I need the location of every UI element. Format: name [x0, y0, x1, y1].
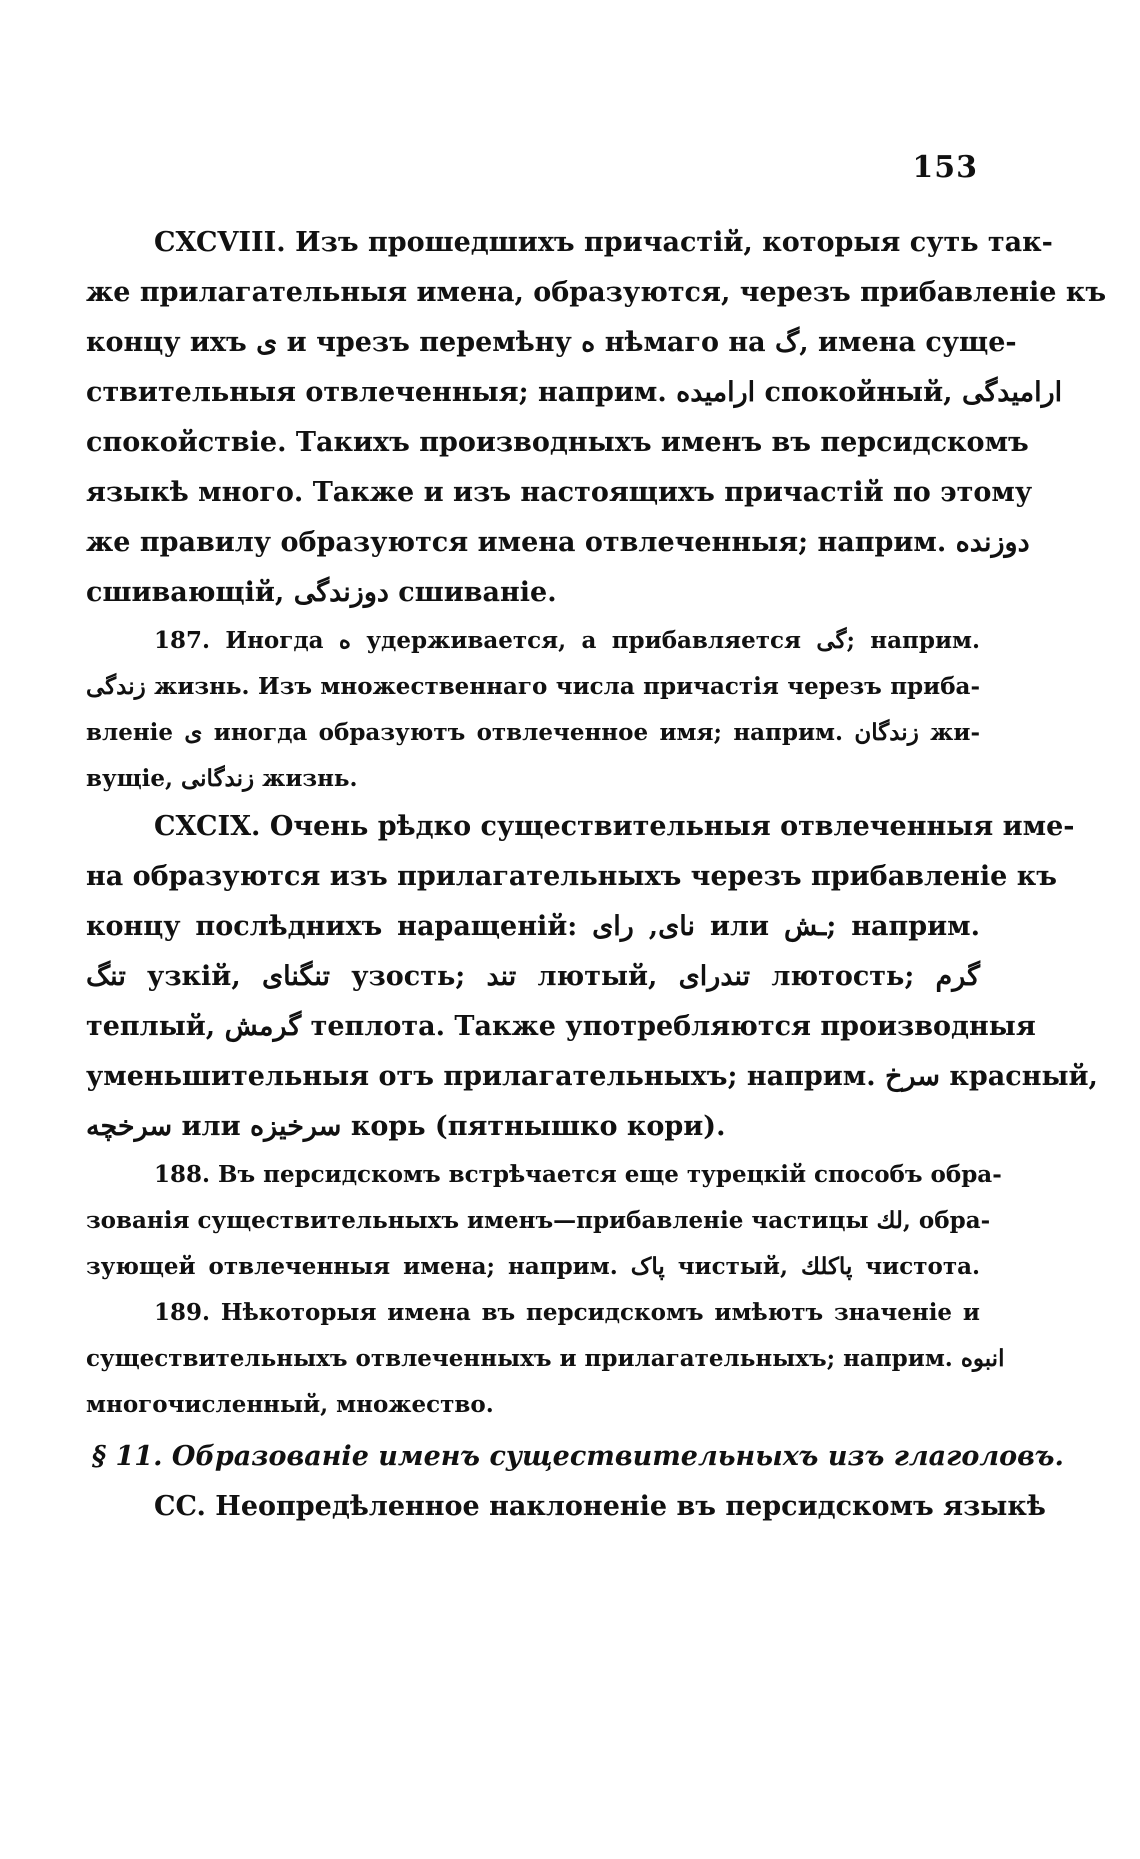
text-line: ствительныя отвлеченныя; наприм. ارامیده спокойный, ارامیدگی	[86, 377, 1063, 408]
text-line: многочисленный, множество.	[86, 1391, 494, 1418]
text-line: 188. Въ персидскомъ встрѣчается еще турецкій способъ обра-	[154, 1161, 1002, 1188]
text-line: CC. Неопредѣленное наклоненіе въ персидскомъ языкѣ	[154, 1491, 1046, 1522]
text-line: же прилагательныя имена, образуются, черезъ прибавленіе къ	[86, 277, 1107, 308]
section-heading: § 11. Образованіе именъ существительныхъ изъ глаголовъ.	[92, 1441, 1064, 1472]
text-line: спокойствіе. Такихъ производныхъ именъ въ персидскомъ	[86, 427, 1029, 458]
text-line: языкѣ много. Также и изъ настоящихъ причастій по этому	[86, 477, 1033, 508]
text-line: теплый, گرمش теплота. Также употребляются производныя	[86, 1011, 1036, 1042]
text-line: 189. Нѣкоторыя имена въ персидскомъ имѣютъ значеніе и	[154, 1299, 980, 1326]
text-line: зованія существительныхъ именъ—прибавленіе частицы لك, обра-	[86, 1207, 991, 1234]
text-line: на образуются изъ прилагательныхъ черезъ прибавленіе къ	[86, 861, 1057, 892]
text-line: CXCIX. Очень рѣдко существительныя отвлеченныя име-	[154, 811, 1075, 842]
text-line: же правилу образуются имена отвлеченныя; наприм. دوزنده	[86, 527, 1030, 558]
text-line: зующей отвлеченныя имена; наприм. پاک чистый, پاکلك чистота.	[86, 1253, 980, 1280]
text-line: CXCVIII. Изъ прошедшихъ причастій, которыя суть так-	[154, 227, 1053, 258]
text-line: سرخچه или سرخیزه корь (пятнышко кори).	[86, 1111, 726, 1142]
body-text	[86, 218, 1107, 1532]
text-line: 187. Иногда ه удерживается, а прибавляется گی; наприм.	[154, 627, 980, 654]
text-line: вленіе ى иногда образуютъ отвлеченное имя; наприм. زندگان жи-	[86, 719, 980, 746]
text-line: уменьшительныя отъ прилагательныхъ; наприм. سرخ красный,	[86, 1061, 1098, 1092]
text-line: существительныхъ отвлеченныхъ и прилагательныхъ; наприм. انبوه	[86, 1345, 1005, 1372]
text-line: сшивающій, دوزندگی сшиваніе.	[86, 577, 557, 608]
text-line: вущіе, زندگانی жизнь.	[86, 765, 358, 792]
text-line: تنگ узкій, تنگنای узость; تند лютый, تندرای лютость; گرم	[86, 961, 980, 992]
text-line: концу ихъ ى и чрезъ перемѣну ه нѣмаго на گ, имена суще-	[86, 327, 1017, 358]
page-number: 153	[912, 150, 978, 185]
text-line: концу послѣднихъ наращеній: نای, رای или ـش; наприм.	[86, 911, 980, 942]
text-line: زندگی жизнь. Изъ множественнаго числа причастія черезъ приба-	[86, 673, 980, 700]
